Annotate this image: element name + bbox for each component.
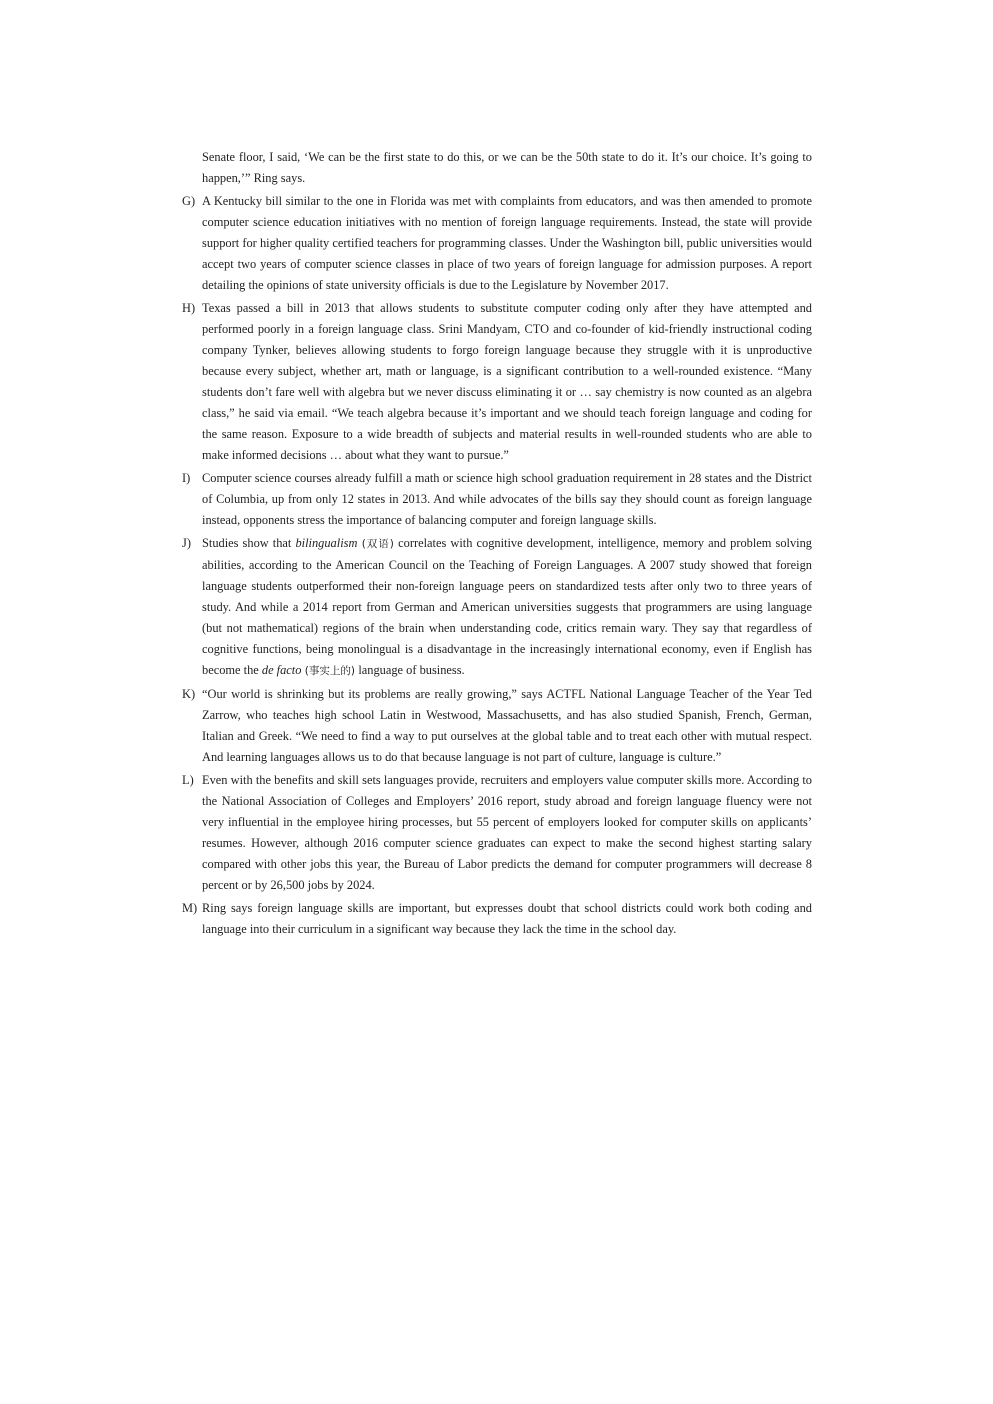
paragraph-text: Texas passed a bill in 2013 that allows students to substitute computer coding only after they have attempted and performed poorly in a foreign language class. Srini Mandyam, CTO and co-founder of kid-friendly instructional coding company Tynker, believes allowing students to forgo foreign language because they struggle with it is unproductive because every subject, whether art, math or language, is a significant contribution to a well-rounded existence. “Many students don’t fare well with algebra but we never discuss eliminating it or … say chemistry is now counted as an algebra class,” he said via email. “We teach algebra because it’s important and we should teach foreign language and coding for the same reason. Exposure to a wide breadth of subjects and material results in well-rounded students who are able to make informed decisions … about what they want to pursue.” — [202, 301, 812, 462]
paragraph-text: Senate floor, I said, ‘We can be the first state to do this, or we can be the 50th state to do it. It’s our choice. It’s going to happen,’” Ring says. — [202, 150, 812, 185]
paragraph-label: L) — [182, 773, 194, 787]
paragraph-j — [182, 533, 812, 682]
paragraph-text: Even with the benefits and skill sets languages provide, recruiters and employers value computer skills more. According to the National Association of Colleges and Employers’ 2016 report, study abroad and foreign language fluency were not very influential in the employee hiring processes, but 55 percent of employers looked for computer skills on applicants’ resumes. However, although 2016 computer science graduates can expect to make the second highest starting salary compared with other jobs this year, the Bureau of Labor predicts the demand for computer programmers will decrease 8 percent or by 26,500 jobs by 2024. — [202, 773, 812, 892]
paragraph-label: J) — [182, 536, 191, 550]
paragraph-l — [182, 770, 812, 896]
chinese-gloss: (事实上的) — [301, 665, 359, 677]
term-bilingualism: bilingualism — [295, 536, 358, 550]
paragraph-label: M) — [182, 901, 198, 915]
paragraph-m — [182, 898, 812, 940]
paragraph-text: Computer science courses already fulfill a math or science high school graduation requirement in 28 states and the District of Columbia, up from only 12 states in 2013. And while advocates of the bills say they should count as foreign language instead, opponents stress the importance of balancing computer and foreign language skills. — [202, 471, 812, 527]
term-de-facto: de facto — [261, 663, 302, 677]
chinese-gloss: (双语) — [357, 538, 399, 550]
paragraph-label: H) — [182, 301, 196, 315]
paragraph-text-part: correlates with cognitive development, intelligence, memory and problem solving abilities, according to the American Council on the Teaching of Foreign Languages. A 2007 study showed that foreign language students outperformed their non-foreign language peers on standardized tests after only two to three years of study. And while a 2014 report from German and American universities suggests that programmers are using language (but not mathematical) regions of the brain when understanding code, critics remain wary. They say that regardless of cognitive functions, being monolingual is a disadvantage in the increasingly international economy, even if English has become the — [202, 536, 812, 677]
paragraph-text: “Our world is shrinking but its problems are really growing,” says ACTFL National Language Teacher of the Year Ted Zarrow, who teaches high school Latin in Westwood, Massachusetts, and has also studied Spanish, French, German, Italian and Greek. “We need to find a way to put ourselves at the global table and to treat each other with mutual respect. And learning languages allows us to do that because language is not part of culture, language is culture.” — [202, 687, 812, 764]
paragraph-i — [182, 468, 812, 531]
paragraph-g — [182, 191, 812, 296]
paragraph-k — [182, 684, 812, 768]
paragraph-text: A Kentucky bill similar to the one in Florida was met with complaints from educators, and was then amended to promote computer science education initiatives with no mention of foreign language requirements. Instead, the state will provide support for higher quality certified teachers for programming classes. Under the Washington bill, public universities would accept two years of computer science classes in place of two years of foreign language for admission purposes. A report detailing the opinions of state university officials is due to the Legislature by November 2017. — [202, 194, 812, 292]
paragraph-h — [182, 298, 812, 466]
paragraph-label: K) — [182, 687, 196, 701]
paragraph-label: I) — [182, 471, 191, 485]
paragraph-label: G) — [182, 194, 196, 208]
paragraph-text-part: language of business. — [358, 663, 465, 677]
paragraph-intro — [182, 147, 812, 189]
paragraph-text: Ring says foreign language skills are important, but expresses doubt that school districts could work both coding and language into their curriculum in a significant way because they lack the time in the school day. — [202, 901, 812, 936]
paragraph-text-part: Studies show that — [202, 536, 296, 550]
article-body — [182, 147, 812, 942]
